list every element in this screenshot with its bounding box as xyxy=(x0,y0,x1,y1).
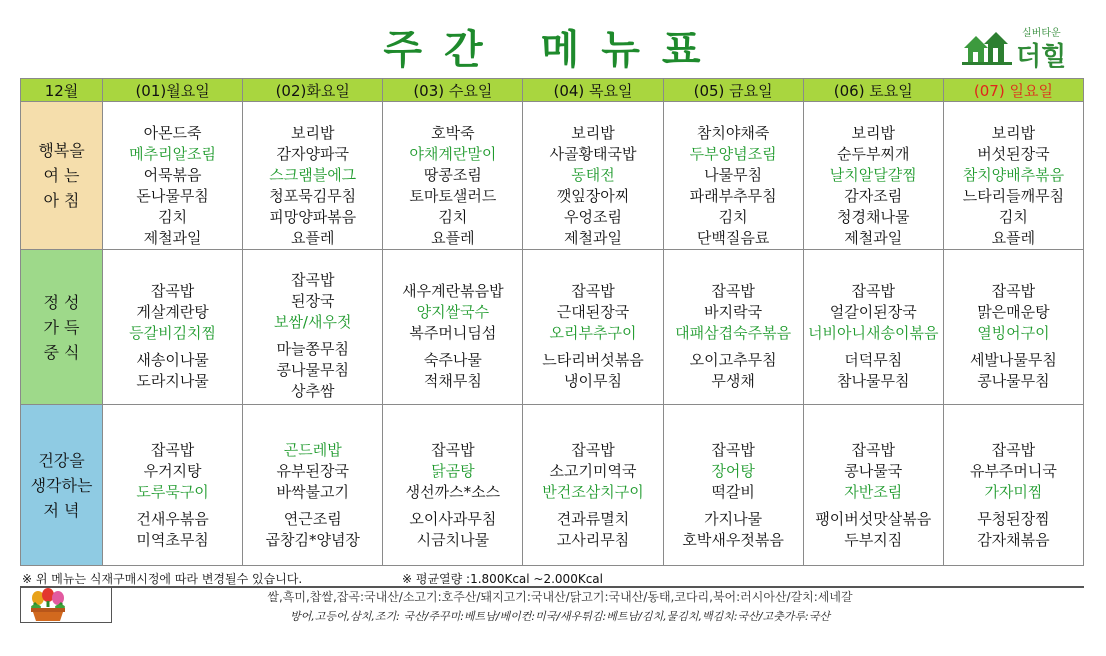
menu-item: 게살계란탕 xyxy=(136,302,209,321)
meal-row-lunch xyxy=(21,250,1084,405)
menu-item: 피망양파볶음 xyxy=(269,208,357,226)
menu-item: 잡곡밥 xyxy=(991,281,1036,300)
menu-item: 열빙어구이 xyxy=(977,323,1050,342)
logo-name: 더힐 xyxy=(1016,42,1067,72)
menu-item: 김치 xyxy=(998,208,1028,226)
menu-item: 시금치나물 xyxy=(416,530,490,549)
menu-item: 등갈비김치찜 xyxy=(129,323,217,342)
flower-pot-icon xyxy=(28,587,68,623)
menu-cell xyxy=(803,405,943,566)
menu-cell xyxy=(943,405,1083,566)
menu-item: 제철과일 xyxy=(143,229,202,247)
header-row xyxy=(21,79,1084,102)
menu-item: 돈나물무침 xyxy=(136,187,209,205)
menu-item: 잡곡밥 xyxy=(851,281,896,300)
calorie-note: ※ 평균열량 :1.800Kcal ~2.000Kcal xyxy=(402,572,603,586)
menu-item: 냉이무침 xyxy=(564,371,622,390)
menu-item: 도라지나물 xyxy=(136,371,209,390)
menu-item: 복주머니딤섬 xyxy=(409,323,497,342)
menu-item: 야채계란말이 xyxy=(409,145,497,163)
menu-item: 닭곰탕 xyxy=(431,461,475,480)
menu-item: 참치양배추볶음 xyxy=(962,166,1065,184)
menu-item: 세발나물무침 xyxy=(969,350,1057,369)
menu-item: 마늘쫑무침 xyxy=(276,340,349,358)
menu-item: 가자미찜 xyxy=(984,482,1043,501)
menu-item: 호박새우젓볶음 xyxy=(682,530,784,549)
menu-cell xyxy=(243,250,383,405)
menu-item: 장어탕 xyxy=(711,461,755,480)
weekly-menu-table xyxy=(20,78,1084,566)
menu-item: 고사리무침 xyxy=(556,530,630,549)
menu-item: 미역초무침 xyxy=(136,530,209,549)
menu-item: 요플레 xyxy=(290,229,335,247)
menu-item: 적채무침 xyxy=(423,371,482,390)
menu-item: 김치 xyxy=(158,208,188,226)
menu-item: 떡갈비 xyxy=(711,482,755,501)
meal-label-line: 여 는 xyxy=(43,166,80,185)
menu-cell xyxy=(663,250,803,405)
menu-item: 아몬드죽 xyxy=(143,124,202,142)
meal-row-dinner xyxy=(21,405,1084,566)
menu-item: 감자채볶음 xyxy=(977,530,1050,549)
menu-item: 청포묵김무침 xyxy=(269,187,357,205)
menu-item: 호박죽 xyxy=(431,124,475,142)
menu-item: 보쌈/새우젓 xyxy=(273,313,352,331)
menu-item: 반건조삼치구이 xyxy=(542,482,644,501)
menu-item: 날치알달걀찜 xyxy=(829,166,917,184)
menu-item: 잡곡밥 xyxy=(150,281,195,300)
menu-item: 곱창김*양념장 xyxy=(265,530,360,549)
day-header: (04) 목요일 xyxy=(523,79,663,102)
menu-item: 두부양념조림 xyxy=(689,145,777,163)
menu-item: 두부지짐 xyxy=(844,530,903,549)
menu-item: 참치야채죽 xyxy=(696,124,770,142)
menu-item: 더덕무침 xyxy=(844,350,903,369)
menu-item: 보리밥 xyxy=(991,124,1036,142)
menu-item: 보리밥 xyxy=(851,124,896,142)
menu-item: 버섯된장국 xyxy=(977,145,1050,163)
meal-label-lunch xyxy=(21,250,103,405)
menu-item: 건새우볶음 xyxy=(136,509,209,528)
menu-cell xyxy=(803,250,943,405)
menu-item: 너비아니새송이볶음 xyxy=(808,323,939,342)
menu-cell xyxy=(523,102,663,250)
menu-item: 우엉조림 xyxy=(564,208,622,226)
meal-label-line: 행복을 xyxy=(38,141,85,160)
menu-item: 단백질음료 xyxy=(696,229,770,247)
meal-label-line: 건강을 xyxy=(38,450,85,470)
menu-item: 곤드레밥 xyxy=(283,440,342,459)
menu-item: 나물무침 xyxy=(704,166,763,184)
day-header: (01)월요일 xyxy=(103,79,243,102)
menu-item: 오리부추구이 xyxy=(549,323,637,342)
menu-item: 잡곡밥 xyxy=(431,440,475,459)
menu-cell xyxy=(103,405,243,566)
meal-label-line: 가 득 xyxy=(43,317,80,337)
menu-item: 잡곡밥 xyxy=(150,440,195,459)
menu-item: 땅콩조림 xyxy=(423,166,482,184)
menu-item: 가지나물 xyxy=(704,509,763,528)
menu-item: 잡곡밥 xyxy=(711,440,755,459)
day-header: (03) 수요일 xyxy=(383,79,523,102)
menu-item: 잡곡밥 xyxy=(290,271,335,289)
meal-label-line: 중 식 xyxy=(43,342,80,362)
menu-item: 콩나물무침 xyxy=(276,361,349,379)
menu-item: 얼갈이된장국 xyxy=(829,302,917,321)
meal-label-dinner xyxy=(21,405,103,566)
menu-item: 김치 xyxy=(438,208,468,226)
menu-item: 오이고추무침 xyxy=(689,350,777,369)
menu-item: 유부된장국 xyxy=(276,461,349,480)
day-header: (06) 토요일 xyxy=(803,79,943,102)
menu-item: 감자양파국 xyxy=(276,145,349,163)
menu-item: 잡곡밥 xyxy=(711,281,755,300)
menu-item: 요플레 xyxy=(431,229,475,247)
menu-item: 보리밥 xyxy=(290,124,335,142)
menu-item: 느타리버섯볶음 xyxy=(542,350,644,369)
menu-item: 잡곡밥 xyxy=(571,440,615,459)
menu-item: 바싹불고기 xyxy=(276,482,349,501)
menu-cell xyxy=(663,405,803,566)
month-header: 12월 xyxy=(21,79,103,102)
menu-item: 견과류멸치 xyxy=(556,509,630,528)
origin-info-line1: 쌀,흑미,찹쌀,잡곡:국내산/소고기:호주산/돼지고기:국내산/닭고기:국내산/동태,코다리,북어:러시아산/갈치:세네갈 xyxy=(267,590,853,604)
menu-cell xyxy=(383,102,523,250)
menu-item: 요플레 xyxy=(991,229,1036,247)
menu-item: 생선까스*소스 xyxy=(405,482,501,501)
day-header-sunday: (07) 일요일 xyxy=(943,79,1083,102)
menu-item: 파래부추무침 xyxy=(689,187,777,205)
meal-label-line: 저 녁 xyxy=(43,500,80,520)
menu-item: 잡곡밥 xyxy=(851,440,896,459)
menu-item: 순두부찌개 xyxy=(837,145,910,163)
menu-item: 토마토샐러드 xyxy=(409,187,497,205)
menu-item: 느타리들깨무침 xyxy=(962,187,1065,205)
menu-item: 맑은매운탕 xyxy=(977,302,1050,321)
menu-item: 양지쌀국수 xyxy=(416,302,490,321)
menu-cell xyxy=(383,250,523,405)
logo-houses-icon xyxy=(962,26,1012,66)
menu-item: 유부주머니국 xyxy=(969,461,1057,480)
meal-label-line: 정 성 xyxy=(43,292,80,312)
logo-subtitle: 실버타운 xyxy=(1022,28,1061,39)
menu-item: 근대된장국 xyxy=(556,302,630,321)
menu-item: 잡곡밥 xyxy=(991,440,1036,459)
meal-label-line: 아 침 xyxy=(43,191,80,210)
menu-cell xyxy=(383,405,523,566)
meal-label-breakfast xyxy=(21,102,103,250)
menu-item: 콩나물국 xyxy=(844,461,903,480)
menu-item: 새우계란볶음밥 xyxy=(402,281,504,300)
menu-change-note: ※ 위 메뉴는 식재구매시정에 따라 변경될수 있습니다. xyxy=(22,572,303,586)
menu-item: 팽이버섯맛살볶음 xyxy=(815,509,932,528)
menu-item: 새송이나물 xyxy=(136,350,209,369)
menu-item: 사골황태국밥 xyxy=(549,145,637,163)
menu-item: 무청된장찜 xyxy=(977,509,1050,528)
menu-cell xyxy=(943,250,1083,405)
menu-item: 우거지탕 xyxy=(143,461,202,480)
meal-label-line: 생각하는 xyxy=(30,475,93,495)
day-header: (02)화요일 xyxy=(243,79,383,102)
menu-item: 잡곡밥 xyxy=(571,281,615,300)
menu-item: 오이사과무침 xyxy=(409,509,497,528)
menu-cell xyxy=(243,102,383,250)
day-header: (05) 금요일 xyxy=(663,79,803,102)
menu-cell xyxy=(243,405,383,566)
menu-cell xyxy=(943,102,1083,250)
menu-cell xyxy=(103,102,243,250)
menu-item: 제철과일 xyxy=(844,229,903,247)
menu-cell xyxy=(803,102,943,250)
menu-item: 동태전 xyxy=(571,166,615,184)
menu-item: 참나물무침 xyxy=(837,371,910,390)
menu-item: 숙주나물 xyxy=(423,350,482,369)
menu-cell xyxy=(523,405,663,566)
menu-item: 소고기미역국 xyxy=(549,461,637,480)
menu-cell xyxy=(663,102,803,250)
menu-item: 김치 xyxy=(718,208,748,226)
menu-item: 된장국 xyxy=(290,292,335,310)
menu-item: 무생채 xyxy=(711,371,755,390)
menu-item: 대패삼겹숙주볶음 xyxy=(675,323,792,342)
menu-item: 청경채나물 xyxy=(837,208,910,226)
menu-item: 바지락국 xyxy=(704,302,763,321)
menu-item: 감자조림 xyxy=(844,187,903,205)
page-title: 주간 메뉴표 xyxy=(383,27,723,73)
menu-item: 메추리알조림 xyxy=(129,145,217,163)
menu-item: 스크램블에그 xyxy=(269,166,357,184)
origin-info-line2: 방어,고등어,삼치,조기: 국산/주꾸미:베트남/베이컨:미국/새우튀김:베트남/김치,물김치,백김치:국산/고춧가루:국산 xyxy=(290,610,830,623)
menu-cell xyxy=(523,250,663,405)
menu-item: 깻잎장아찌 xyxy=(556,187,630,205)
menu-item: 어묵볶음 xyxy=(143,166,202,184)
menu-item: 자반조림 xyxy=(844,482,903,501)
menu-item: 상추쌈 xyxy=(290,382,335,400)
menu-item: 제철과일 xyxy=(564,229,622,247)
menu-item: 연근조림 xyxy=(283,509,342,528)
meal-row-breakfast xyxy=(21,102,1084,250)
menu-cell xyxy=(103,250,243,405)
menu-item: 콩나물무침 xyxy=(977,371,1050,390)
menu-item: 보리밥 xyxy=(571,124,615,142)
menu-item: 도루묵구이 xyxy=(136,482,209,501)
